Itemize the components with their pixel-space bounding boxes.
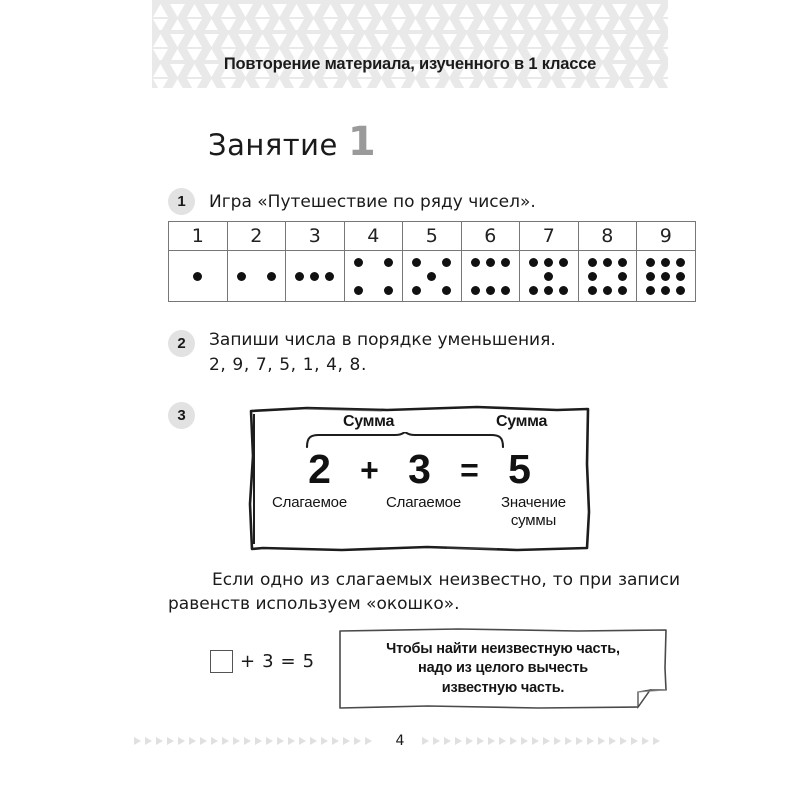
dot-table-header-cell: 1 [169, 222, 228, 251]
header-triangle-pattern [152, 0, 668, 88]
dot-marker [412, 258, 421, 267]
dot-spacer [559, 272, 568, 281]
dot-marker [501, 286, 510, 295]
dot-spacer [178, 258, 187, 267]
dot-marker [559, 286, 568, 295]
dot-table-dots-cell [403, 251, 462, 302]
sum-addend-1: 2 [308, 446, 331, 492]
dot-marker [646, 272, 655, 281]
sum-definition-box [247, 404, 592, 552]
page-title: Повторение материала, изученного в 1 классе [223, 55, 597, 73]
sum-addend-2: 3 [408, 446, 431, 492]
dot-spacer [252, 258, 261, 267]
dot-marker [295, 272, 304, 281]
footer-decoration-left [132, 735, 380, 747]
dot-table-dots-cell [344, 251, 403, 302]
dot-spacer [208, 286, 217, 295]
rule-note-box [338, 628, 668, 710]
dot-spacer [310, 286, 319, 295]
dot-marker [529, 258, 538, 267]
dot-marker [676, 272, 685, 281]
window-equation [210, 650, 314, 673]
equals-operator: = [460, 451, 479, 488]
sum-brace [247, 434, 592, 448]
page-header-band [152, 0, 668, 88]
number-dot-table [168, 221, 696, 302]
sum-result-label-line2: суммы [510, 511, 557, 529]
dot-marker [676, 258, 685, 267]
dot-table-header-cell: 4 [344, 222, 403, 251]
exercise-2-numbers: 2, 9, 7, 5, 1, 4, 8. [209, 355, 367, 375]
dot-spacer [267, 258, 276, 267]
dot-marker [544, 272, 553, 281]
dot-marker [427, 272, 436, 281]
window-plus-operator: + [240, 651, 256, 672]
window-addend: 3 [262, 651, 274, 672]
dot-spacer [237, 258, 246, 267]
dot-marker [676, 286, 685, 295]
dot-marker [471, 258, 480, 267]
dot-spacer [486, 272, 495, 281]
lesson-title [208, 119, 376, 165]
sum-result: 5 [508, 446, 531, 492]
sum-addend-2-label: Слагаемое [386, 494, 461, 511]
dot-spacer [369, 286, 378, 295]
sum-brace-label: Сумма [343, 413, 395, 430]
dot-table-dots-cell [227, 251, 286, 302]
dot-table-header-cell: 8 [578, 222, 637, 251]
dot-table-dots-cell [169, 251, 228, 302]
dot-marker [661, 286, 670, 295]
dot-table-header-cell: 9 [637, 222, 696, 251]
dot-marker [486, 258, 495, 267]
dot-marker [384, 258, 393, 267]
dot-spacer [501, 272, 510, 281]
table-row-dots [169, 251, 696, 302]
note-line-2: надо из целого вычесть [418, 660, 588, 677]
dot-marker [646, 286, 655, 295]
dot-spacer [310, 258, 319, 267]
dot-marker [603, 286, 612, 295]
dot-marker [529, 286, 538, 295]
sum-result-label-line1: Значение [501, 494, 566, 511]
window-result: 5 [302, 651, 315, 672]
explanation-paragraph: Если одно из слагаемых неизвестно, то при записи равенств используем «окошко». [168, 570, 680, 615]
dot-spacer [325, 258, 334, 267]
dot-marker [354, 286, 363, 295]
dot-spacer [267, 286, 276, 295]
plus-operator: + [360, 451, 379, 488]
page-footer [0, 733, 800, 749]
dot-spacer [295, 258, 304, 267]
dot-marker [384, 286, 393, 295]
exercise-2-text: Запиши числа в порядке уменьшения. [209, 330, 556, 350]
sum-addend-1-label: Слагаемое [272, 494, 347, 511]
dot-spacer [412, 272, 421, 281]
dot-table-dots-cell [637, 251, 696, 302]
dot-spacer [529, 272, 538, 281]
exercise-1 [168, 188, 536, 215]
dot-spacer [427, 286, 436, 295]
lesson-title-word: Занятие [208, 128, 338, 162]
dot-marker [442, 286, 451, 295]
dot-spacer [325, 286, 334, 295]
footer-decoration-right [420, 735, 668, 747]
page-number: 4 [395, 733, 405, 749]
dot-marker [646, 258, 655, 267]
dot-spacer [193, 258, 202, 267]
dot-marker [325, 272, 334, 281]
dot-marker [310, 272, 319, 281]
exercise-2 [168, 330, 556, 375]
dot-table-header-cell: 5 [403, 222, 462, 251]
dot-marker [442, 258, 451, 267]
dot-marker [501, 258, 510, 267]
dot-marker [661, 258, 670, 267]
dot-table-dots-cell [286, 251, 345, 302]
exercise-1-badge: 1 [168, 188, 195, 215]
exercise-2-badge: 2 [168, 330, 195, 357]
dot-table-header-cell: 7 [520, 222, 579, 251]
dot-table-dots-cell [461, 251, 520, 302]
dot-marker [193, 272, 202, 281]
dot-table-header-cell: 2 [227, 222, 286, 251]
dot-spacer [471, 272, 480, 281]
exercise-3-badge: 3 [168, 402, 195, 429]
dot-marker [661, 272, 670, 281]
dot-spacer [442, 272, 451, 281]
dot-spacer [603, 272, 612, 281]
dot-marker [486, 286, 495, 295]
dot-spacer [384, 272, 393, 281]
dot-marker [267, 272, 276, 281]
dot-marker [544, 258, 553, 267]
dot-spacer [178, 272, 187, 281]
dot-spacer [354, 272, 363, 281]
dot-marker [603, 258, 612, 267]
empty-window-box[interactable] [210, 650, 233, 673]
dot-marker [237, 272, 246, 281]
dot-spacer [427, 258, 436, 267]
sum-result-label [482, 494, 586, 529]
window-equals-operator: = [280, 651, 296, 672]
table-row-headers [169, 222, 696, 251]
dot-marker [618, 286, 627, 295]
note-line-3: известную часть. [441, 679, 565, 696]
dot-table-dots-cell [520, 251, 579, 302]
dot-table-dots-cell [578, 251, 637, 302]
dot-spacer [208, 258, 217, 267]
dot-marker [544, 286, 553, 295]
dot-marker [588, 258, 597, 267]
dot-table-header-cell: 6 [461, 222, 520, 251]
dot-table-header-cell: 3 [286, 222, 345, 251]
dot-marker [354, 258, 363, 267]
rule-note-text [338, 628, 668, 710]
dot-spacer [208, 272, 217, 281]
dot-spacer [178, 286, 187, 295]
dot-spacer [252, 272, 261, 281]
note-line-1: Чтобы найти неизвестную часть, [386, 640, 620, 657]
exercise-1-text: Игра «Путешествие по ряду чисел». [209, 191, 536, 212]
dot-marker [471, 286, 480, 295]
dot-marker [618, 258, 627, 267]
sum-equation [247, 446, 592, 492]
dot-marker [412, 286, 421, 295]
dot-spacer [252, 286, 261, 295]
dot-marker [559, 258, 568, 267]
dot-spacer [369, 272, 378, 281]
dot-marker [588, 272, 597, 281]
dot-spacer [295, 286, 304, 295]
dot-spacer [193, 286, 202, 295]
sum-right-label: Сумма [496, 413, 548, 430]
dot-spacer [237, 286, 246, 295]
dot-spacer [369, 258, 378, 267]
dot-marker [588, 286, 597, 295]
lesson-title-number: 1 [347, 119, 376, 165]
dot-marker [618, 272, 627, 281]
